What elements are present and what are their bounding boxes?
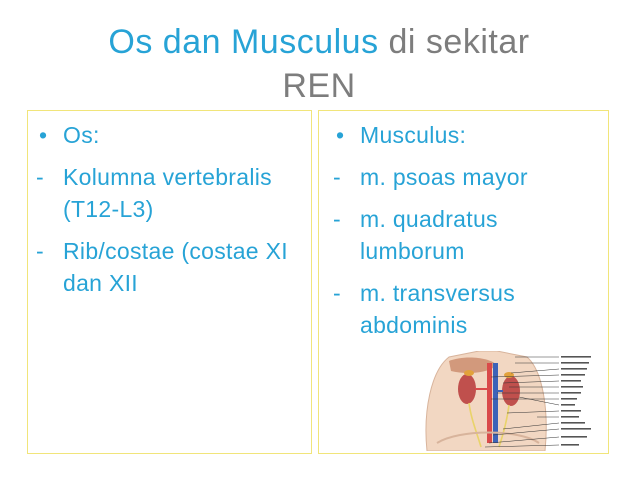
- title-rest: di sekitar: [378, 23, 530, 61]
- musculus-item-psoas-text: m. psoas mayor: [360, 164, 528, 190]
- os-item-costae-text: Rib/costae (costae XI dan XII: [63, 238, 288, 296]
- left-adrenal-shape: [464, 370, 474, 376]
- dash-marker: -: [36, 238, 44, 264]
- dash-marker: -: [333, 280, 341, 306]
- os-item-kolumna-text: Kolumna vertebralis (T12-L3): [63, 164, 272, 222]
- musculus-item-quadratus: [333, 203, 603, 267]
- os-heading-text: Os:: [63, 122, 100, 148]
- musculus-heading-text: Musculus:: [360, 122, 467, 148]
- os-heading-item: [36, 119, 306, 151]
- dash-marker: -: [36, 164, 44, 190]
- left-panel-os: [27, 110, 312, 454]
- bullet-marker: •: [39, 122, 48, 148]
- dash-marker: -: [333, 206, 341, 232]
- left-kidney-shape: [458, 374, 476, 404]
- vena-cava-shape: [493, 363, 498, 443]
- label-text-placeholders: [561, 356, 591, 446]
- right-panel-musculus: [318, 110, 609, 454]
- musculus-item-quadratus-text: m. quadratus lumborum: [360, 206, 498, 264]
- slide-title: [40, 20, 598, 108]
- right-kidney-shape: [502, 376, 520, 406]
- aorta-shape: [487, 363, 492, 443]
- kidney-anatomy-illustration: [419, 351, 599, 451]
- bullet-marker: •: [336, 122, 345, 148]
- title-line2: REN: [282, 67, 356, 105]
- musculus-list: [333, 119, 603, 341]
- os-item-kolumna: [36, 161, 306, 225]
- dash-marker: -: [333, 164, 341, 190]
- musculus-item-psoas: [333, 161, 603, 193]
- musculus-item-transversus: [333, 277, 603, 341]
- os-list: [36, 119, 306, 299]
- musculus-heading-item: [333, 119, 603, 151]
- musculus-item-transversus-text: m. transversus abdominis: [360, 280, 516, 338]
- title-accent: Os dan Musculus: [108, 23, 379, 61]
- os-item-costae: [36, 235, 306, 299]
